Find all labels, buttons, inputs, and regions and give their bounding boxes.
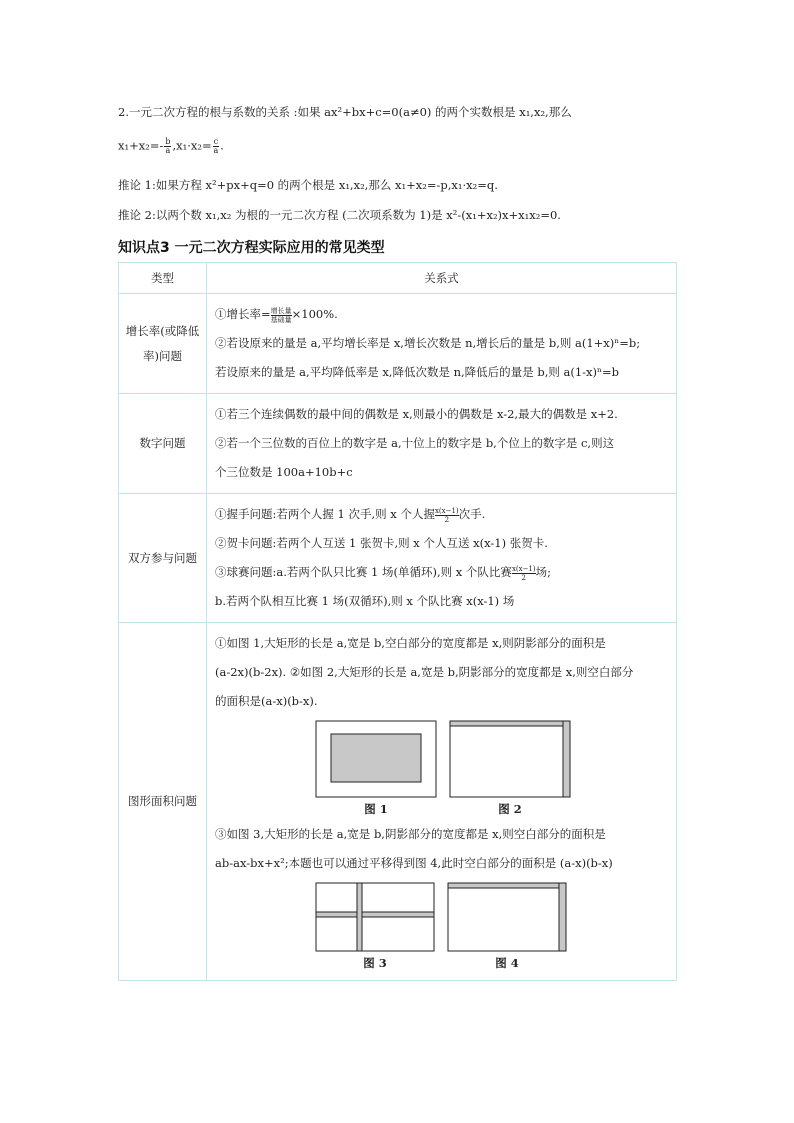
table-row [119,623,677,981]
corollary-1: 推论 1:如果方程 x²+px+q=0 的两个根是 x₁,x₂,那么 x₁+x₂=-p,x₁·x₂=q. [118,178,498,192]
relation-line: ②若一个三位数的百位上的数字是 a,十位上的数字是 b,个位上的数字是 c,则这 [215,436,615,450]
relation-cell [207,394,677,494]
relation-line: (a-2x)(b-2x). ②如图 2,大矩形的长是 a,宽是 b,阴影部分的宽度都是 x,则空白部分 [215,665,634,679]
figure-row-2 [315,882,670,974]
handshake-fraction: $\frac{x(x-1)}{2}$ [434,506,459,524]
relation-line: ③如图 3,大矩形的长是 a,宽是 b,阴影部分的宽度都是 x,则空白部分的面积是 [215,827,606,841]
header-type: 类型 [119,263,207,294]
type-cell: 增长率(或降低率)问题 [119,294,207,394]
relation-line: ③球赛问题:a.若两个队只比赛 1 场(单循环),则 x 个队比赛 $\frac{x(x-1)}{2}$ 场; [215,564,551,582]
relation-line: 若设原来的量是 a,平均降低率是 x,降低次数是 n,降低后的量是 b,则 a(1-x)ⁿ=b [215,365,619,379]
figure-row-1 [315,720,670,820]
table-row [119,294,677,394]
application-types-table [118,262,677,981]
figure-1 [315,720,437,820]
figure-4-caption: 图 4 [495,956,519,970]
figure-1-diagram [315,720,437,798]
section-heading: 知识点3 一元二次方程实际应用的常见类型 [118,240,385,256]
figure-3 [315,882,435,974]
relation-line: ②贺卡问题:若两个人互送 1 张贺卡,则 x 个人互送 x(x-1) 张贺卡. [215,536,548,550]
type-cell: 双方参与问题 [119,494,207,623]
relation-line: ①握手问题:若两个人握 1 次手,则 x 个人握 $\frac{x(x-1)}{2}$ 次手. [215,506,486,524]
figure-4 [447,882,567,974]
relation-line: ①增长率= $\frac{\text{增长量}}{\text{基础量}}$ ×100%. [215,306,338,324]
figure-4-diagram [447,882,567,952]
relation-line: ②若设原来的量是 a,平均增长率是 x,增长次数是 n,增长后的量是 b,则 a(1+x)ⁿ=b; [215,336,641,350]
relation-cell [207,294,677,394]
type-cell: 数字问题 [119,394,207,494]
figure-3-caption: 图 3 [363,956,387,970]
figure-1-caption: 图 1 [364,802,388,816]
table-row [119,494,677,623]
relation-cell [207,494,677,623]
table-row [119,394,677,494]
match-fraction: $\frac{x(x-1)}{2}$ [511,564,536,582]
figure-2 [449,720,571,820]
figure-3-diagram [315,882,435,952]
relation-line: ①如图 1,大矩形的长是 a,宽是 b,空白部分的宽度都是 x,则阴影部分的面积是 [215,636,606,650]
figure-2-diagram [449,720,571,798]
relation-line: 的面积是(a-x)(b-x). [215,694,318,708]
corollary-2: 推论 2:以两个数 x₁,x₂ 为根的一元二次方程 (二次项系数为 1)是 x²-(x₁+x₂)x+x₁x₂=0. [118,208,561,222]
fraction-c-over-a: $\frac{c}{a}$ [213,137,219,155]
relation-line: ①若三个连续偶数的最中间的偶数是 x,则最小的偶数是 x-2,最大的偶数是 x+2. [215,407,618,421]
relation-line: b.若两个队相互比赛 1 场(双循环),则 x 个队比赛 x(x-1) 场 [215,594,515,608]
figure-2-caption: 图 2 [498,802,522,816]
intro-line-2: x₁+x₂=- $\frac{b}{a}$ ,x₁·x₂= $\frac{c}{a}$ . [118,137,224,155]
type-cell: 图形面积问题 [119,623,207,981]
growth-fraction: $\frac{\text{增长量}}{\text{基础量}}$ [270,306,292,324]
relation-line: 个三位数是 100a+10b+c [215,465,353,479]
header-relation: 关系式 [207,263,677,294]
intro-line-1: 2.一元二次方程的根与系数的关系 :如果 ax²+bx+c=0(a≠0) 的两个实数根是 x₁,x₂,那么 [118,105,572,119]
relation-cell [207,623,677,981]
relation-line: ab-ax-bx+x²;本题也可以通过平移得到图 4,此时空白部分的面积是 (a-x)(b-x) [215,856,613,870]
table-header-row [119,263,677,294]
fraction-b-over-a: $\frac{b}{a}$ [165,137,171,155]
